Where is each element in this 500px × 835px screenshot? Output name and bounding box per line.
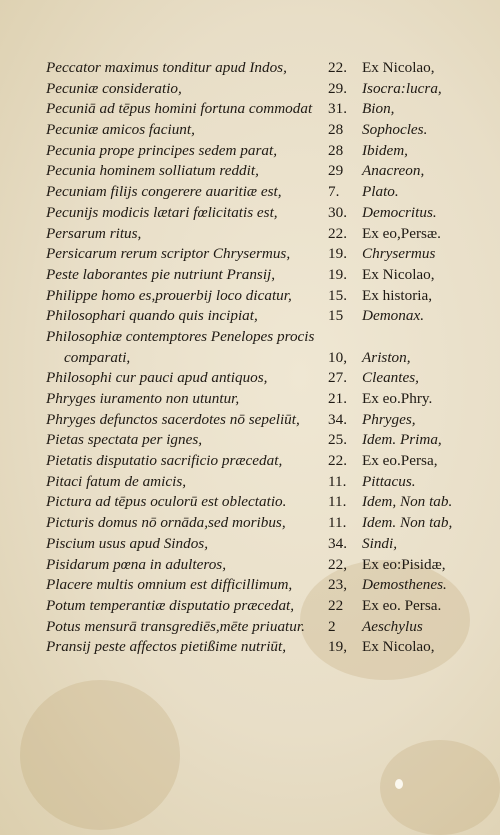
entry-text: Pictura ad tēpus oculorū est oblectatio. [46, 493, 287, 511]
entry-text: Persarum ritus, [46, 224, 142, 242]
entry-page-number: 31. [328, 100, 347, 118]
entry-source: Ariston, [362, 348, 411, 366]
entry-source: Sindi, [362, 534, 398, 552]
entry-source: Anacreon, [362, 162, 425, 180]
index-entry [46, 182, 466, 203]
entry-page-number: 19. [328, 245, 347, 263]
entry-text: Pietas spectata per ignes, [46, 431, 203, 449]
entry-page-number: 29 [328, 162, 344, 180]
entry-page-number: 28 [328, 141, 344, 159]
index-entry [46, 286, 466, 307]
entry-source: Demonax. [362, 307, 424, 325]
entry-page-number: 22. [328, 59, 347, 76]
index-entry [46, 368, 466, 389]
entry-page-number: 19, [328, 638, 347, 656]
entry-page-number: 11. [328, 514, 347, 532]
entry-text: Pecunia hominem solliatum reddit, [46, 162, 259, 180]
entry-text: comparati, [64, 348, 131, 366]
entry-text: Potus mensurā transgrediēs,mēte priuatur. [46, 617, 305, 635]
entry-page-number: 30. [328, 203, 347, 221]
index-entry [46, 534, 466, 555]
entry-text: Philosophari quando quis incipiat, [46, 307, 258, 325]
entry-source: Ex Nicolao, [362, 265, 435, 283]
entry-page-number: 21. [328, 390, 347, 407]
entry-text: Phryges defunctos sacerdotes nō sepeliūt, [46, 410, 300, 428]
entry-text: Persicarum rerum scriptor Chrysermus, [46, 245, 291, 263]
entry-text: Placere multis omnium est difficillimum, [46, 576, 293, 594]
entry-page-number: 15 [328, 307, 344, 325]
entry-source: Ex Nicolao, [362, 638, 435, 656]
entry-page-number: 28 [328, 121, 344, 139]
index-entry [46, 410, 466, 431]
entry-source: Bion, [362, 100, 395, 118]
entry-text: Phryges iuramento non utuntur, [46, 390, 240, 407]
entry-source: Chrysermus [362, 245, 436, 263]
entry-text: Pecuniam filijs congerere auaritiæ est, [46, 183, 282, 201]
entry-page-number: 22. [328, 452, 347, 470]
entry-source: Idem. Non tab, [362, 514, 453, 532]
index-entry [46, 58, 466, 79]
index-entry [46, 596, 466, 617]
entry-page-number: 10, [328, 348, 347, 366]
index-entry [46, 617, 466, 638]
entry-source: Ex historia, [362, 286, 433, 304]
entry-page-number: 22 [328, 596, 344, 614]
entry-source: Ex eo.Persa, [362, 452, 438, 470]
entry-page-number: 34. [328, 534, 347, 552]
entry-source: Democritus. [362, 203, 437, 221]
entry-source: Isocra:lucra, [362, 79, 442, 97]
index-entry [46, 555, 466, 576]
index-entry [46, 79, 466, 100]
entry-page-number: 27. [328, 369, 347, 387]
index-entry [46, 492, 466, 513]
entry-text: Pecuniæ consideratio, [46, 79, 182, 97]
entry-text: Pitaci fatum de amicis, [46, 472, 187, 490]
entry-text: Pecuniæ amicos faciunt, [46, 121, 195, 139]
entry-source: Ex eo:Pisidæ, [362, 555, 446, 573]
entry-text: Philippe homo es,prouerbij loco dicatur, [46, 286, 292, 304]
entry-text: Pietatis disputatio sacrificio præcedat, [46, 452, 283, 470]
entry-source: Demosthenes. [362, 576, 447, 594]
entry-page-number: 15. [328, 286, 347, 304]
entry-source: Plato. [362, 183, 399, 201]
index-entry [46, 430, 466, 451]
entry-source: Ibidem, [362, 141, 408, 159]
entry-text: Pisidarum pœna in adulteros, [46, 555, 227, 573]
entry-page-number: 34. [328, 410, 347, 428]
entry-page-number: 2 [328, 617, 336, 635]
entry-text: Pecunia prope principes sedem parat, [46, 141, 278, 159]
entry-page-number: 29. [328, 79, 347, 97]
entry-source: Ex Nicolao, [362, 59, 435, 76]
index-entry [46, 265, 466, 286]
index-entry [46, 348, 466, 369]
index-entry [46, 637, 466, 658]
index-entry [46, 161, 466, 182]
index-entry [46, 244, 466, 265]
entry-source: Idem. Prima, [362, 431, 442, 449]
paper-speck [395, 779, 403, 789]
index-entry [46, 575, 466, 596]
entry-page-number: 11. [328, 472, 347, 490]
entry-text: Peste laborantes pie nutriunt Pransij, [46, 265, 276, 283]
index-list [46, 58, 466, 658]
entry-text: Philosophiæ contemptores Penelopes procis [46, 327, 315, 345]
entry-page-number: 11. [328, 493, 347, 511]
entry-source: Sophocles. [362, 121, 428, 139]
index-entry [46, 120, 466, 141]
entry-text: Pecunijs modicis lætari fœlicitatis est, [46, 203, 278, 221]
entry-source: Pittacus. [362, 472, 416, 490]
entry-source: Phryges, [362, 410, 416, 428]
entry-page-number: 22, [328, 555, 347, 573]
entry-source: Ex eo. Persa. [362, 596, 442, 614]
index-entry [46, 203, 466, 224]
entry-page-number: 7. [328, 183, 340, 201]
entry-source: Ex eo,Persæ. [362, 224, 441, 242]
entry-page-number: 25. [328, 431, 347, 449]
index-entry [46, 389, 466, 410]
index-entry [46, 141, 466, 162]
entry-text: Piscium usus apud Sindos, [46, 534, 209, 552]
entry-text: Pecuniā ad tēpus homini fortuna commodat [46, 100, 313, 118]
entry-source: Aeschylus [362, 617, 423, 635]
entry-text: Philosophi cur pauci apud antiquos, [46, 369, 268, 387]
index-entry [46, 224, 466, 245]
index-entry [46, 451, 466, 472]
entry-source: Cleantes, [362, 369, 419, 387]
index-entry [46, 306, 466, 327]
entry-text: Potum temperantiæ disputatio præcedat, [46, 596, 295, 614]
entry-text: Pransij peste affectos pietißime nutriūt, [46, 638, 287, 656]
entry-text: Picturis domus nō ornāda,sed moribus, [46, 514, 286, 532]
entry-page-number: 19. [328, 265, 347, 283]
entry-page-number: 23, [328, 576, 347, 594]
entry-text: Peccator maximus tonditur apud Indos, [46, 59, 287, 76]
entry-source: Idem, Non tab. [362, 493, 453, 511]
entry-source: Ex eo.Phry. [362, 390, 433, 407]
index-entry [46, 99, 466, 120]
index-entry [46, 513, 466, 534]
index-entry [46, 472, 466, 493]
index-entry [46, 327, 466, 348]
entry-page-number: 22. [328, 224, 347, 242]
